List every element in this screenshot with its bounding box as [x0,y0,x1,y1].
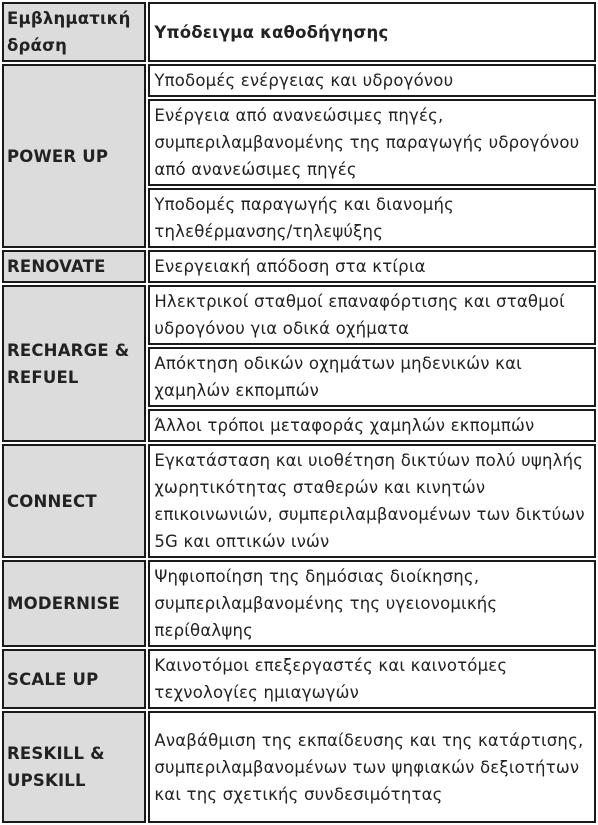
guidance-item: Απόκτηση οδικών οχημάτων μηδενικών και χαμηλών εκπομπών [148,347,596,407]
table-row [2,560,596,647]
guidance-item: Εγκατάσταση και υιοθέτηση δικτύων πολύ υψηλής χωρητικότητας σταθερών και κινητών επικοινωνιών, συμπεριλαμβανομένων των δικτύων 5G και οπτικών ινών [148,444,596,558]
header-row [2,2,596,62]
table-row [2,711,596,823]
action-recharge-refuel: RECHARGE & REFUEL [2,285,146,442]
action-power-up: POWER UP [2,64,146,248]
action-renovate: RENOVATE [2,250,146,283]
table-row [2,444,596,558]
guidance-item: Ενέργεια από ανανεώσιμες πηγές, συμπεριλαμβανομένης της παραγωγής υδρογόνου από ανανεώσιμες πηγές [148,99,596,186]
guidance-item: Υποδομές ενέργειας και υδρογόνου [148,64,596,97]
table-row [2,649,596,709]
guidance-item: Αναβάθμιση της εκπαίδευσης και της κατάρτισης, συμπεριλαμβανομένων των ψηφιακών δεξιοτήτων και της σχετικής συνδεσιμότητας [148,711,596,823]
header-guidance-template: Υπόδειγμα καθοδήγησης [148,2,596,62]
action-reskill-upskill: RESKILL & UPSKILL [2,711,146,823]
action-modernise: MODERNISE [2,560,146,647]
table-row [2,250,596,283]
guidance-item: Ενεργειακή απόδοση στα κτίρια [148,250,596,283]
action-connect: CONNECT [2,444,146,558]
action-scale-up: SCALE UP [2,649,146,709]
table-row [2,64,596,97]
guidance-item: Άλλοι τρόποι μεταφοράς χαμηλών εκπομπών [148,409,596,442]
guidance-item: Ψηφιοποίηση της δημόσιας διοίκησης, συμπεριλαμβανομένης της υγειονομικής περίθαλψης [148,560,596,647]
guidance-item: Καινοτόμοι επεξεργαστές και καινοτόμες τεχνολογίες ημιαγωγών [148,649,596,709]
header-flagship-action: Εμβληματική δράση [2,2,146,62]
table-row [2,285,596,345]
guidance-item: Υποδομές παραγωγής και διανομής τηλεθέρμανσης/τηλεψύξης [148,188,596,248]
guidance-item: Ηλεκτρικοί σταθμοί επαναφόρτισης και σταθμοί υδρογόνου για οδικά οχήματα [148,285,596,345]
